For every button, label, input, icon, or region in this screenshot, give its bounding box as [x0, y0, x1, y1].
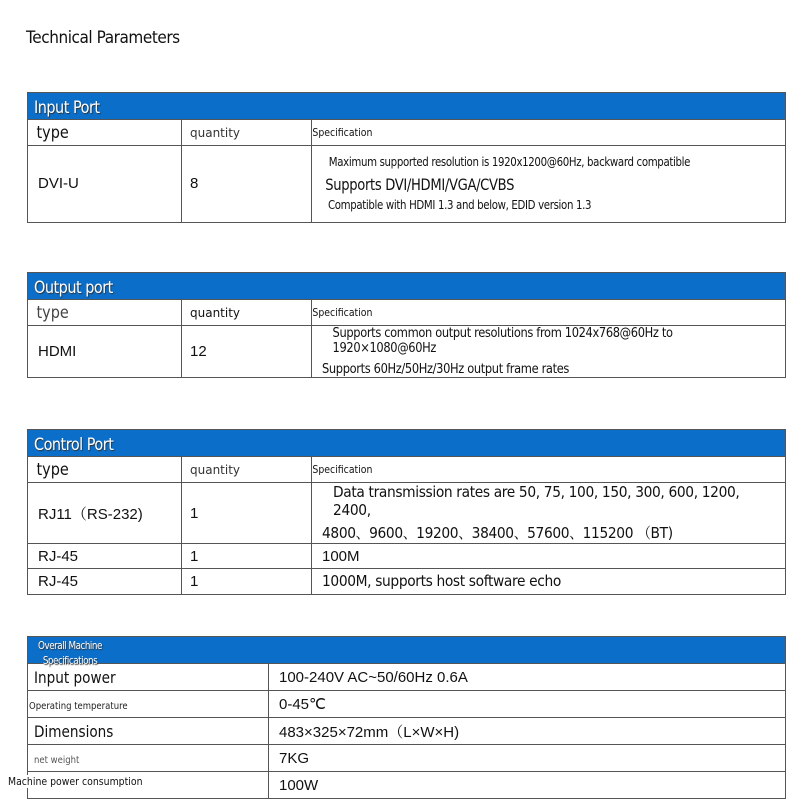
- column-quantity: quantity: [182, 457, 312, 483]
- spec-line: Supports 60Hz/50Hz/30Hz output frame rates: [322, 362, 570, 377]
- spec-line: Supports common output resolutions from 1024x768@60Hz to 1920×1080@60Hz: [332, 326, 673, 356]
- spec-key-label: Machine power consumption: [8, 775, 143, 788]
- table-row: [28, 691, 785, 718]
- port-type: RJ11（RS-232): [28, 483, 182, 544]
- port-quantity: 1: [182, 569, 312, 594]
- column-header-row: [28, 457, 785, 483]
- port-quantity: 1: [182, 483, 312, 544]
- spec-key: [28, 745, 269, 772]
- table-row: [28, 664, 785, 691]
- spec-value: 483×325×72mm（L×W×H): [269, 718, 786, 745]
- port-type: RJ-45: [28, 569, 182, 594]
- table-row: [28, 569, 785, 594]
- section-title: Output port: [34, 278, 113, 298]
- port-type: DVI-U: [28, 146, 182, 222]
- column-type: type: [28, 457, 158, 483]
- page-title: Technical Parameters: [26, 28, 180, 48]
- section-header: [28, 273, 785, 299]
- spec-key-label: Dimensions: [34, 721, 114, 741]
- column-specification: Specification: [312, 120, 714, 146]
- control-port-table: [27, 429, 786, 595]
- spec-line: Compatible with HDMI 1.3 and below, EDID version 1.3: [327, 198, 592, 213]
- port-quantity: 12: [182, 326, 312, 378]
- spec-value: 100W: [269, 772, 786, 799]
- column-header-row: [28, 300, 785, 326]
- column-type: type: [28, 300, 158, 326]
- table-row: [28, 326, 785, 378]
- column-specification: Specification: [312, 457, 714, 483]
- port-specification: [312, 146, 786, 222]
- column-type: type: [28, 120, 158, 146]
- section-title: Input Port: [34, 98, 100, 118]
- section-header: [28, 430, 785, 456]
- output-port-table: [27, 272, 786, 378]
- spec-key: [28, 718, 269, 745]
- column-quantity: quantity: [182, 120, 312, 146]
- spec-key-label: Input power: [34, 667, 116, 687]
- section-header: [28, 637, 785, 667]
- section-title: Control Port: [34, 435, 114, 455]
- spec-line: Supports DVI/HDMI/VGA/CVBS: [325, 175, 515, 195]
- port-specification: 100M: [312, 544, 786, 569]
- port-specification: [312, 326, 786, 378]
- input-port-table: [27, 92, 786, 223]
- table-row: [28, 544, 785, 569]
- port-quantity: 1: [182, 544, 312, 569]
- table-row: [28, 483, 785, 544]
- column-specification: Specification: [312, 300, 714, 326]
- spec-line: Data transmission rates are 50, 75, 100, 150, 300, 600, 1200, 2400,: [333, 483, 740, 519]
- spec-line: 4800、9600、19200、38400、57600、115200 （BT): [322, 524, 673, 542]
- spec-value: 100-240V AC~50/60Hz 0.6A: [269, 664, 786, 691]
- spec-key-label: Operating temperature: [29, 701, 128, 712]
- spec-key: [28, 691, 269, 718]
- column-quantity: quantity: [182, 300, 312, 326]
- spec-key-label: net weight: [34, 755, 80, 766]
- port-specification: [312, 483, 786, 544]
- port-type: RJ-45: [28, 544, 182, 569]
- table-row: [28, 146, 785, 222]
- spec-value: 0-45℃: [269, 691, 786, 718]
- port-type: HDMI: [28, 326, 182, 378]
- port-specification: [312, 569, 786, 594]
- spec-line: Maximum supported resolution is 1920x1200@60Hz, backward compatible: [328, 155, 691, 170]
- spec-value: 7KG: [269, 745, 786, 772]
- port-quantity: 8: [182, 146, 312, 222]
- section-title: Overall Machine Specifications: [38, 639, 102, 667]
- section-header: [28, 93, 785, 119]
- table-row: [28, 718, 785, 745]
- spec-key: [28, 664, 269, 691]
- spec-line: 1000M, supports host software echo: [322, 572, 561, 591]
- column-header-row: [28, 120, 785, 146]
- table-row: [28, 745, 785, 772]
